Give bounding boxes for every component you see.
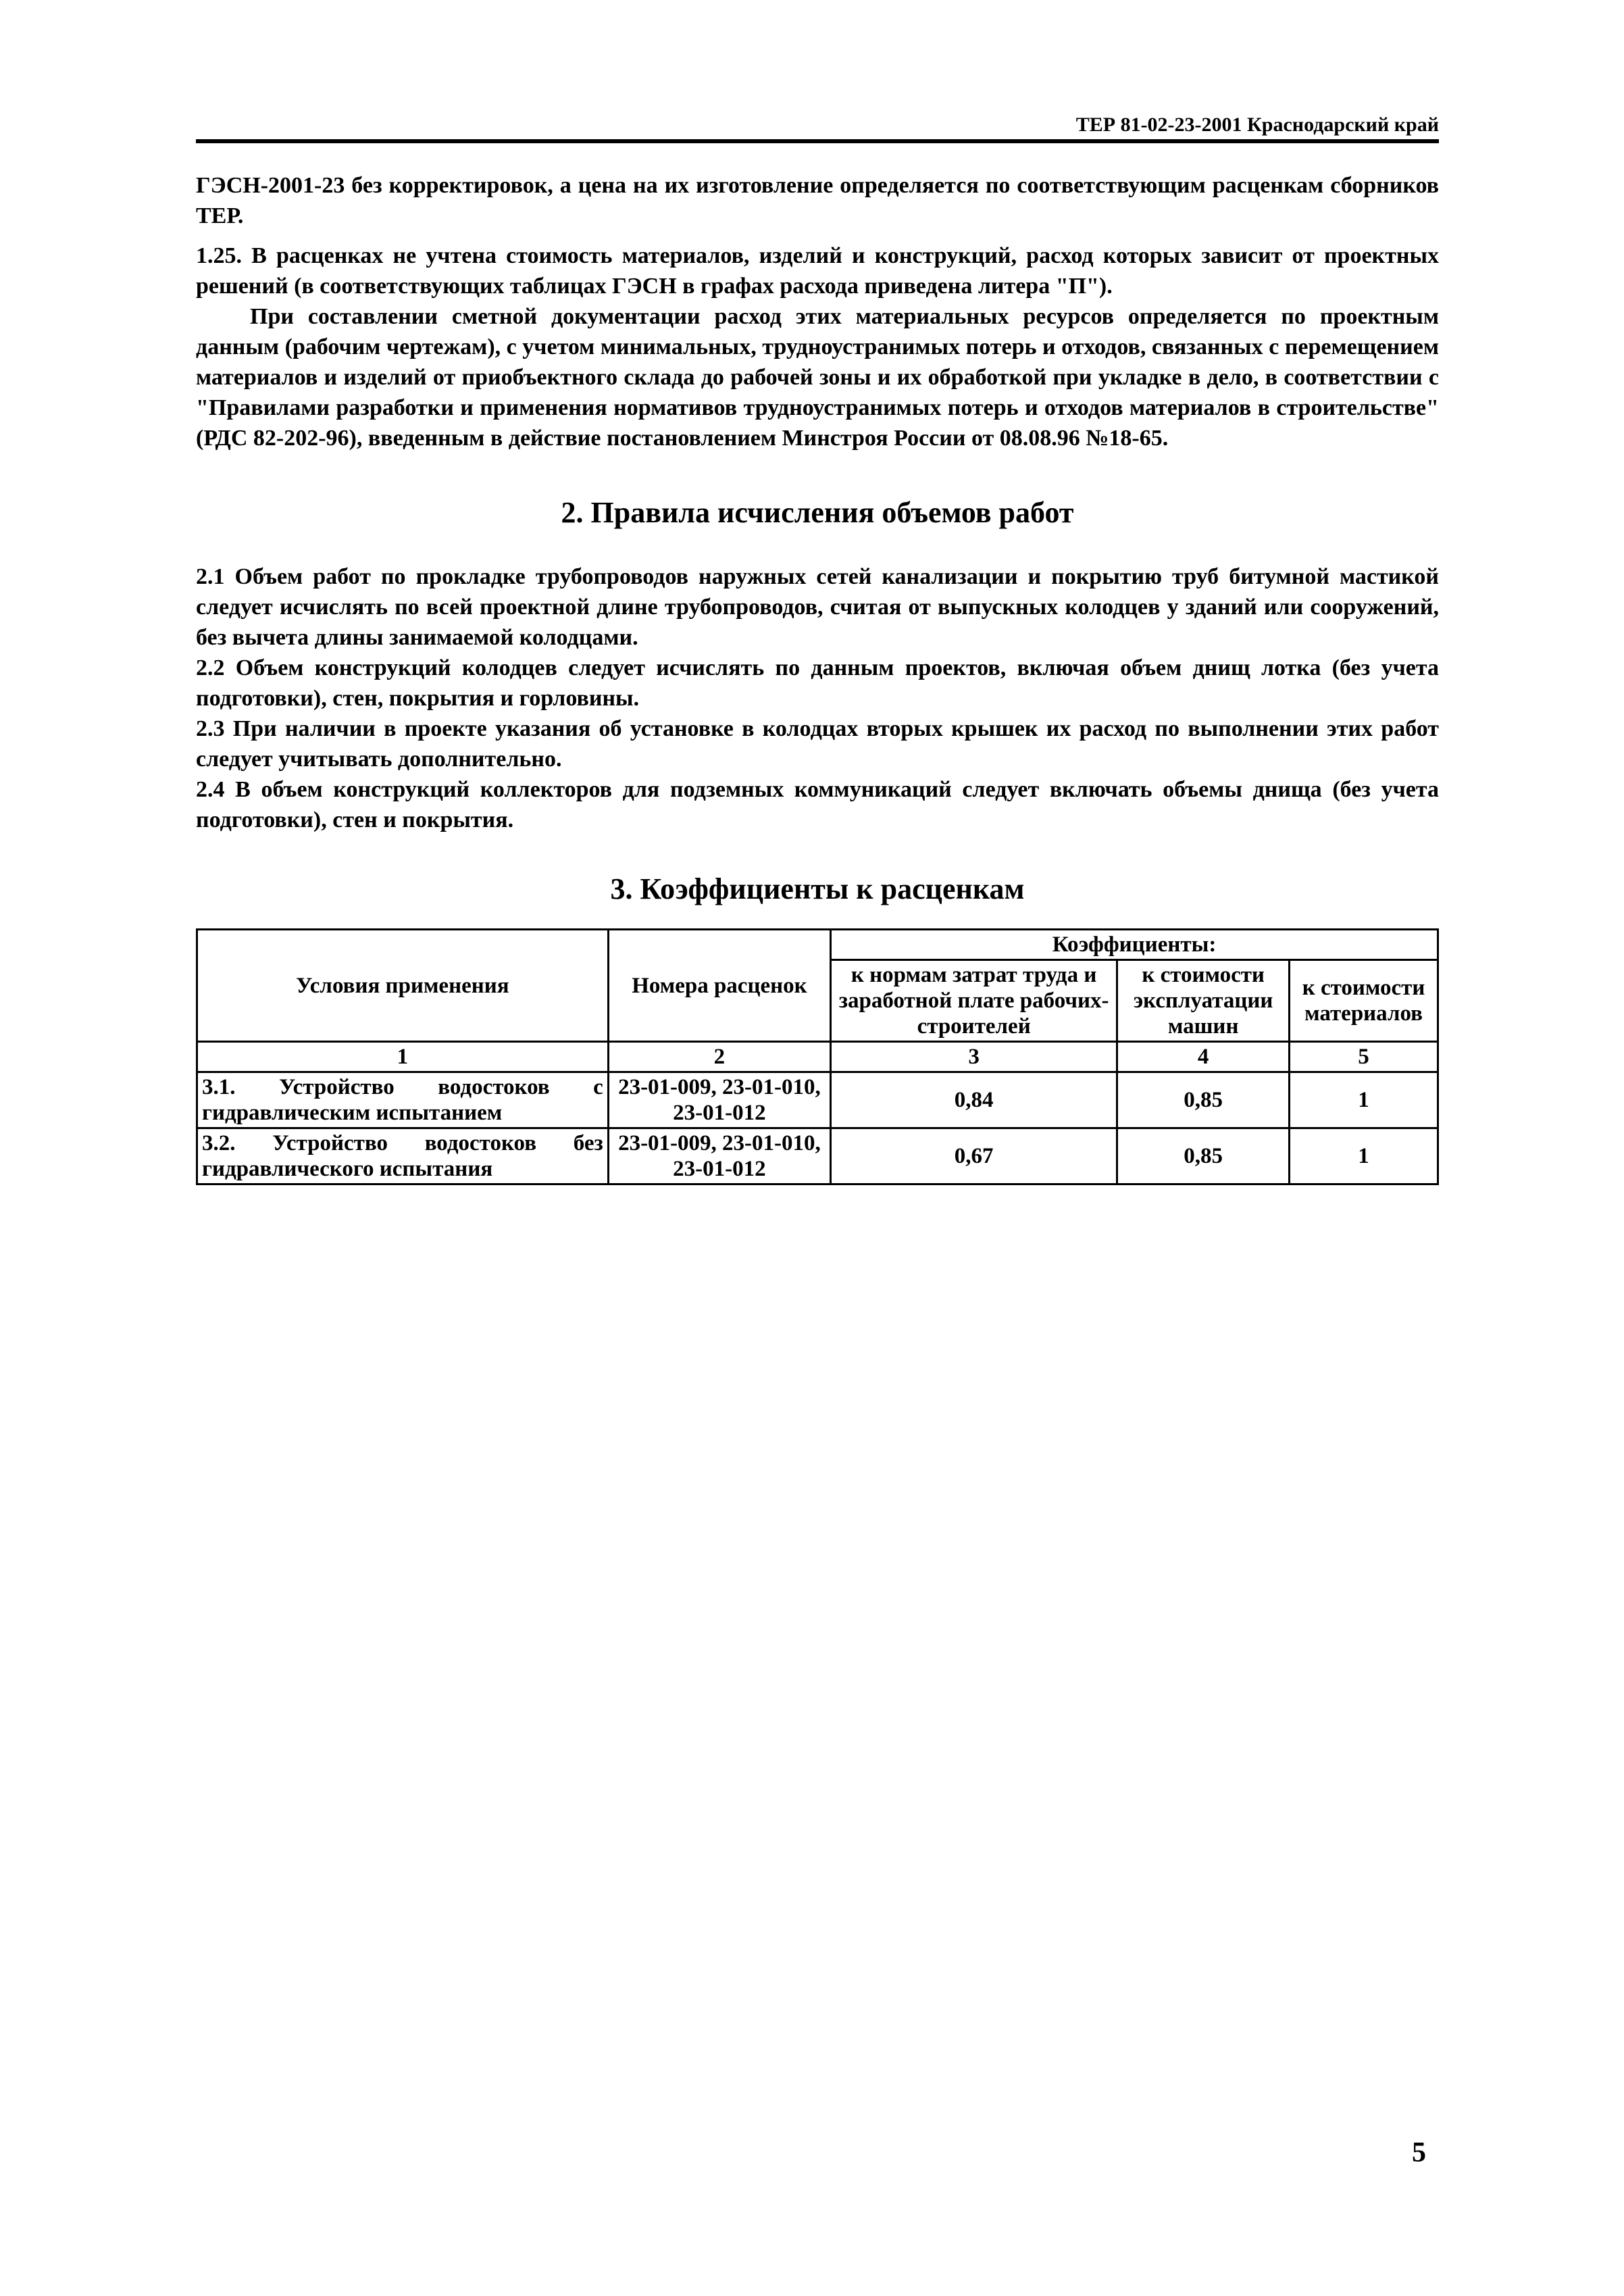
section-2-title: 2. Правила исчисления объемов работ <box>561 496 1074 529</box>
intro-paragraph-2: 1.25. В расценках не учтена стоимость материалов, изделий и конструкций, расход которых зависит от проектных решений (в соответствующих таблицах ГЭСН в графах расхода приведена литера "П"). <box>196 243 1439 299</box>
table-header-row <box>197 930 1438 960</box>
running-header: ТЕР 81-02-23-2001 Краснодарский край <box>1075 114 1439 136</box>
subheader-machines: к стоимости эксплуатации машин <box>1117 960 1290 1042</box>
row-rate-numbers: 23-01-009, 23-01-010, 23-01-012 <box>608 1072 830 1128</box>
row-machines-coefficient: 0,85 <box>1117 1072 1290 1128</box>
row-condition: 3.2. Устройство водостоков без гидравлического испытания <box>197 1128 609 1184</box>
header-coefficients: Коэффициенты: <box>831 930 1438 960</box>
column-index-row <box>197 1042 1438 1072</box>
table-row <box>197 1072 1438 1128</box>
column-index: 3 <box>831 1042 1117 1072</box>
table-row <box>197 1128 1438 1184</box>
section-2-item: 2.1 Объем работ по прокладке трубопроводов наружных сетей канализации и покрытию труб битумной мастикой следует исчислять по всей проектной длине трубопроводов, считая от выпускных колодцев у зданий или сооружений, без вычета длины занимаемой колодцами. <box>196 564 1439 650</box>
row-rate-numbers: 23-01-009, 23-01-010, 23-01-012 <box>608 1128 830 1184</box>
subheader-materials: к стоимости материалов <box>1290 960 1438 1042</box>
page-content <box>196 170 1439 1185</box>
coefficients-table <box>196 928 1439 1185</box>
header-rule <box>196 139 1439 143</box>
section-2-item: 2.4 В объем конструкций коллекторов для подземных коммуникаций следует включать объемы днища (без учета подготовки), стен и покрытия. <box>196 777 1439 832</box>
section-2-item: 2.3 При наличии в проекте указания об установке в колодцах вторых крышек их расход по выполнении этих работ следует учитывать дополнительно. <box>196 716 1439 772</box>
column-index: 5 <box>1290 1042 1438 1072</box>
section-2-item: 2.2 Объем конструкций колодцев следует исчислять по данным проектов, включая объем днищ лотка (без учета подготовки), стен, покрытия и горловины. <box>196 655 1439 711</box>
header-conditions: Условия применения <box>197 930 609 1042</box>
column-index: 1 <box>197 1042 609 1072</box>
intro-paragraph-3: При составлении сметной документации расход этих материальных ресурсов определяется по проектным данным (рабочим чертежам), с учетом минимальных, трудноустранимых потерь и отходов, связанных с перемещением материалов и изделий от приобъектного склада до рабочей зоны и их обработкой при укладке в дело, в соответствии с "Правилами разработки и применения нормативов трудноустранимых потерь и отходов материалов в строительстве" (РДС 82-202-96), введенным в действие постановлением Минстроя России от 08.08.96 №18-65. <box>196 304 1439 451</box>
intro-paragraph-1: ГЭСН-2001-23 без корректировок, а цена на их изготовление определяется по соответствующим расценкам сборников ТЕР. <box>196 173 1439 228</box>
header-rate-numbers: Номера расценок <box>608 930 830 1042</box>
row-labor-coefficient: 0,67 <box>831 1128 1117 1184</box>
row-condition: 3.1. Устройство водостоков с гидравлическим испытанием <box>197 1072 609 1128</box>
row-machines-coefficient: 0,85 <box>1117 1128 1290 1184</box>
column-index: 2 <box>608 1042 830 1072</box>
row-labor-coefficient: 0,84 <box>831 1072 1117 1128</box>
row-materials-coefficient: 1 <box>1290 1072 1438 1128</box>
subheader-labor: к нормам затрат труда и заработной плате рабочих-строителей <box>831 960 1117 1042</box>
row-materials-coefficient: 1 <box>1290 1128 1438 1184</box>
section-3-title: 3. Коэффициенты к расценкам <box>610 872 1025 905</box>
page-number: 5 <box>1412 2137 1426 2168</box>
column-index: 4 <box>1117 1042 1290 1072</box>
